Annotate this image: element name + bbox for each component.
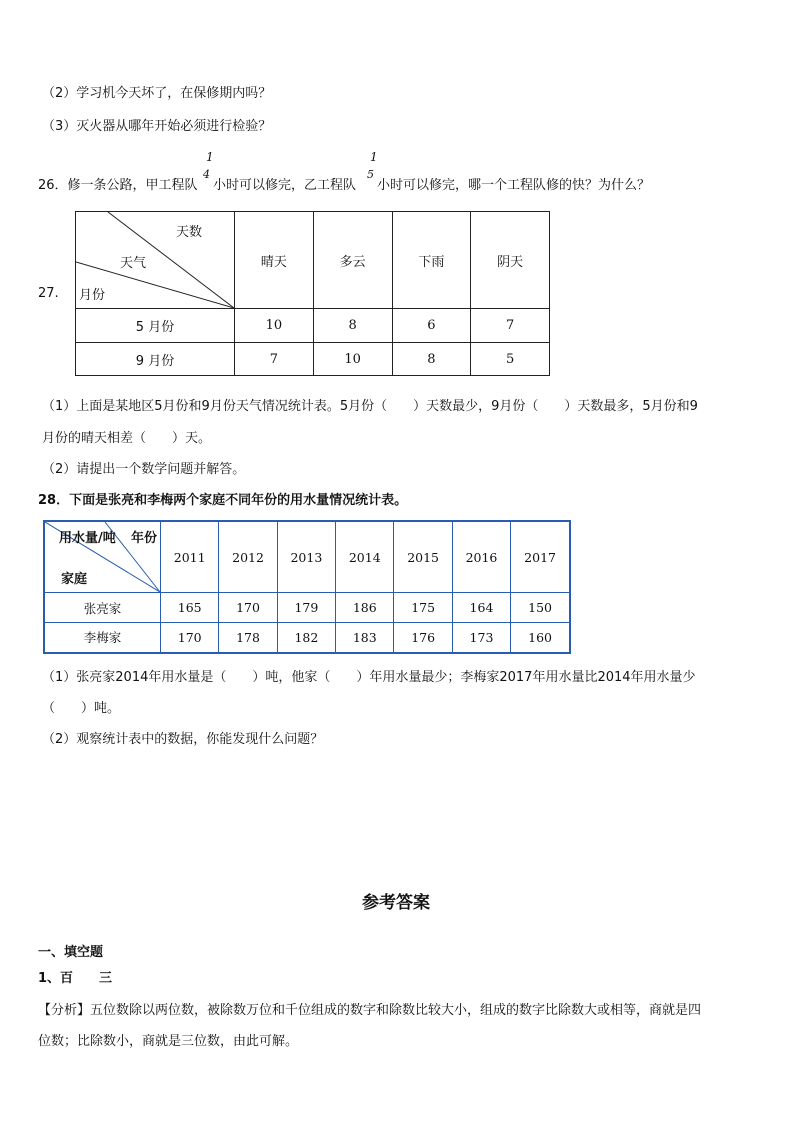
q27-number: 27. <box>38 286 59 301</box>
q28-title: 28．下面是张亮和李梅两个家庭不同年份的用水量情况统计表。 <box>38 493 408 508</box>
cell-value: 10 <box>235 309 314 343</box>
header-year: 2015 <box>394 521 452 593</box>
header-rainy: 下雨 <box>392 212 471 309</box>
cell-value: 6 <box>392 309 471 343</box>
header-year: 2011 <box>161 521 219 593</box>
q26-fraction-2-numerator: 1 <box>370 150 378 164</box>
cell-value: 173 <box>452 623 510 653</box>
weather-table <box>75 211 550 376</box>
corner-label-family: 家庭 <box>61 572 88 587</box>
corner-label-year: 年份 <box>131 531 158 546</box>
q26-fraction-2-denominator: 5 <box>367 168 374 181</box>
header-cloudy: 多云 <box>313 212 392 309</box>
q27-1-line-b: 月份的晴天相差（ ）天。 <box>42 431 212 446</box>
cell-value: 182 <box>277 623 335 653</box>
header-year: 2016 <box>452 521 510 593</box>
analysis-line-b: 位数；比除数小，商就是三位数，由此可解。 <box>38 1034 299 1049</box>
cell-value: 178 <box>219 623 277 653</box>
corner-label-days: 天数 <box>176 225 203 240</box>
header-year: 2012 <box>219 521 277 593</box>
row-label-may: 5 月份 <box>76 309 235 343</box>
cell-value: 5 <box>471 343 550 376</box>
header-sunny: 晴天 <box>235 212 314 309</box>
section-fill-blank: 一、填空题 <box>38 945 104 960</box>
row-label-sep: 9 月份 <box>76 343 235 376</box>
water-table-corner <box>44 521 161 593</box>
cell-value: 170 <box>219 593 277 623</box>
q25-3-text: （3）灭火器从哪年开始必须进行检验？ <box>42 119 272 134</box>
header-year: 2014 <box>336 521 394 593</box>
cell-value: 7 <box>235 343 314 376</box>
q26-middle: 小时可以修完，乙工程队 <box>213 178 357 193</box>
cell-value: 170 <box>161 623 219 653</box>
corner-label-weather: 天气 <box>120 256 147 271</box>
table-row <box>76 309 550 343</box>
answer-title: 参考答案 <box>362 893 430 913</box>
cell-value: 165 <box>161 593 219 623</box>
q28-2-text: （2）观察统计表中的数据，你能发现什么问题？ <box>42 732 324 747</box>
cell-value: 164 <box>452 593 510 623</box>
q26-fraction-1-numerator: 1 <box>206 150 214 164</box>
cell-value: 160 <box>511 623 570 653</box>
row-label-limei: 李梅家 <box>44 623 161 653</box>
answer-1: 1、百 三 <box>38 971 113 986</box>
table-row <box>44 623 570 653</box>
q26-fraction-1-denominator: 4 <box>203 168 210 181</box>
header-year: 2017 <box>511 521 570 593</box>
cell-value: 186 <box>336 593 394 623</box>
cell-value: 8 <box>313 309 392 343</box>
cell-value: 183 <box>336 623 394 653</box>
weather-table-corner <box>76 212 235 309</box>
header-year: 2013 <box>277 521 335 593</box>
cell-value: 7 <box>471 309 550 343</box>
table-row <box>76 343 550 376</box>
row-label-zhangliang: 张亮家 <box>44 593 161 623</box>
cell-value: 176 <box>394 623 452 653</box>
corner-label-month: 月份 <box>79 288 106 303</box>
water-usage-table <box>43 520 571 654</box>
analysis-line-a: 【分析】五位数除以两位数，被除数万位和千位组成的数字和除数比较大小，组成的数字比除数大或相等，商就是四 <box>38 1003 702 1018</box>
cell-value: 150 <box>511 593 570 623</box>
cell-value: 8 <box>392 343 471 376</box>
header-overcast: 阴天 <box>471 212 550 309</box>
q25-2-text: （2）学习机今天坏了，在保修期内吗？ <box>42 86 272 101</box>
q28-1-line-b: （ ）吨。 <box>42 701 121 716</box>
table-row <box>44 593 570 623</box>
q26-suffix: 小时可以修完，哪一个工程队修的快？为什么？ <box>377 178 651 193</box>
q28-1-line-a: （1）张亮家2014年用水量是（ ）吨，他家（ ）年用水量最少；李梅家2017年用水量比2014年用水量少 <box>42 670 696 685</box>
q26-prefix: 26．修一条公路，甲工程队 <box>38 178 198 193</box>
q27-2-text: （2）请提出一个数学问题并解答。 <box>42 462 246 477</box>
cell-value: 179 <box>277 593 335 623</box>
corner-label-usage: 用水量/吨 <box>59 531 116 546</box>
q27-1-line-a: （1）上面是某地区5月份和9月份天气情况统计表。5月份（ ）天数最少，9月份（ ）天数最多，5月份和9 <box>42 399 698 414</box>
cell-value: 175 <box>394 593 452 623</box>
cell-value: 10 <box>313 343 392 376</box>
